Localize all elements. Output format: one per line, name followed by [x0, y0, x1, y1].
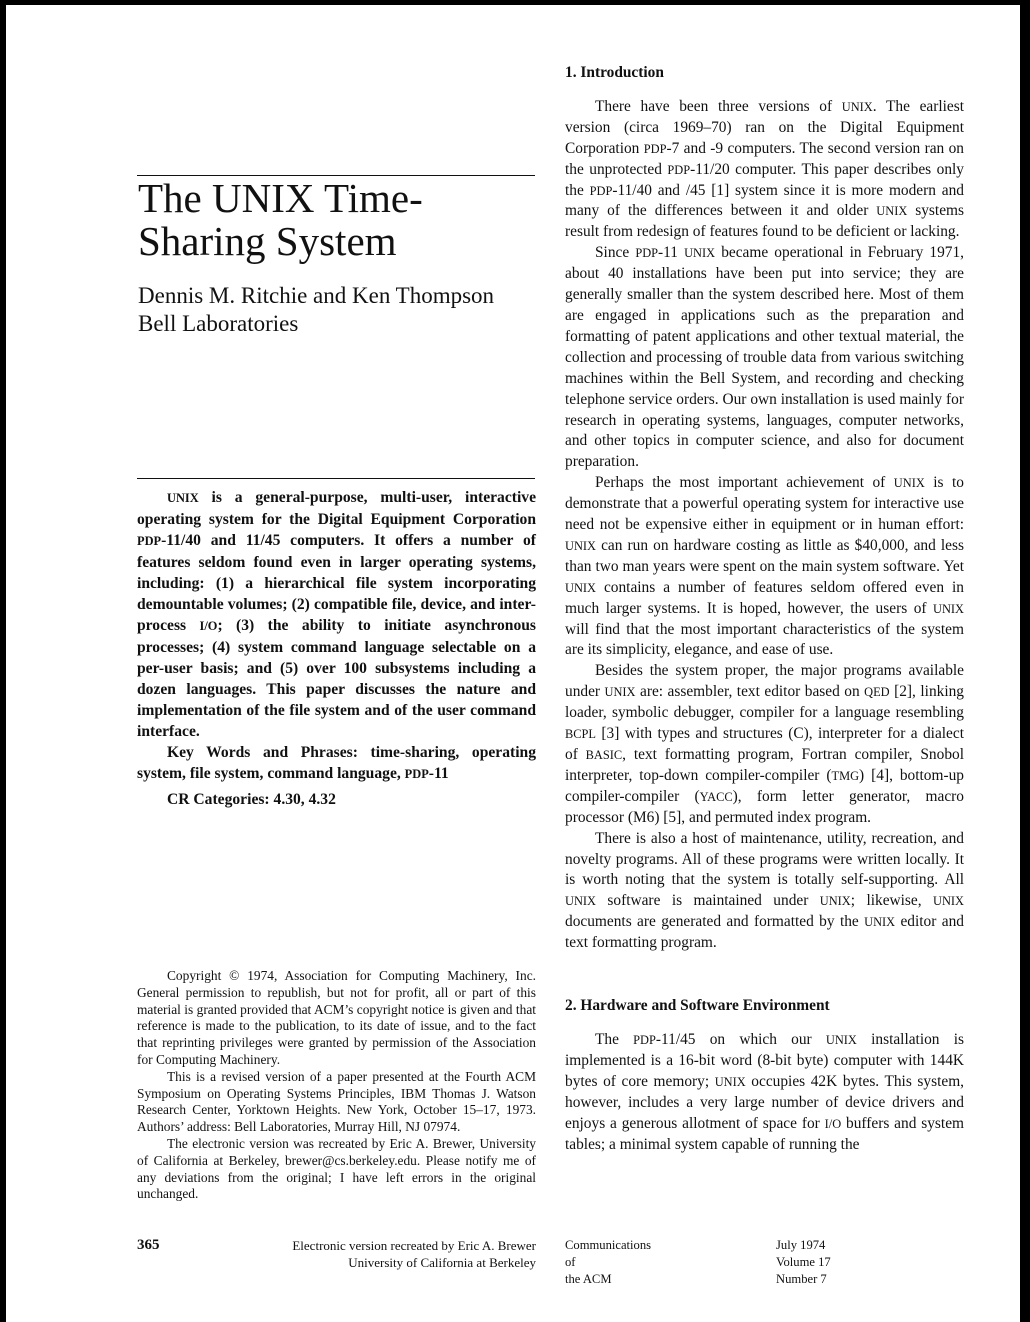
copyright-note: Copyright © 1974, Association for Computing Machinery, Inc. General permission to republish, but not for profit, all or part of this material is granted provided that ACM’s copyright notice is given and that reference is made to the publication, to its date of issue, and to the fact that reprinting privileges were granted by permission of the Association for Computing Machinery.	[137, 968, 536, 1067]
right-column	[565, 63, 964, 1155]
footer-issue	[776, 1237, 831, 1288]
issue-number: Number 7	[776, 1272, 827, 1286]
footer-journal	[565, 1237, 651, 1288]
electronic-version-note: The electronic version was recreated by Eric A. Brewer, University of California at Berkeley, brewer@cs.berkeley.edu. Please notify me of any deviations from the original; I have left errors in the original unchanged.	[137, 1135, 536, 1202]
footer-credit	[276, 1237, 536, 1271]
byline	[138, 282, 538, 338]
section-2-heading: 2. Hardware and Software Environment	[565, 997, 830, 1015]
section-1-heading: 1. Introduction	[565, 64, 664, 81]
paragraph: There have been three versions of UNIX. The earliest version (circa 1969–70) ran on the Digital Equipment Corporation PDP-7 and -9 computers. The second version ran on the unprotected PDP-11/20 computer. This paper describes only the PDP-11/40 and /45 [1] system since it is more modern and many of the differences between it and older UNIX systems result from redesign of features found to be deficient or lacking.	[565, 97, 964, 241]
abstract-rule	[137, 478, 535, 479]
journal-line: Communications	[565, 1238, 652, 1252]
authors: Dennis M. Ritchie and Ken Thompson	[138, 283, 495, 308]
footnotes	[137, 968, 536, 1203]
revision-note: This is a revised version of a paper presented at the Fourth ACM Symposium on Operating Systems Principles, IBM Thomas J. Watson Research Center, Yorktown Heights. New York, October 15–17, 1973. Authors’ address: Bell Laboratories, Murray Hill, NJ 07974.	[137, 1068, 536, 1135]
issue-date: July 1974	[776, 1238, 826, 1252]
paper-title: The UNIX Time-Sharing System	[138, 175, 423, 264]
keywords: Key Words and Phrases: time-sharing, operating system, file system, command language, PDP-11	[137, 744, 536, 782]
footer-credit-line: University of California at Berkeley	[348, 1255, 536, 1270]
paper-page	[6, 5, 1020, 1322]
paragraph: Since PDP-11 UNIX became operational in February 1971, about 40 installations have been put into service; they are generally smaller than the system described here. Most of them are engaged in applications such as the preparation and formatting of patent applications and other textual material, the collection and processing of trouble data from various switching machines within the Bell System, and recording and checking telephone service orders. Our own installation is used mainly for research in operating systems, languages, computer networks, and other topics in computer science, and also for document preparation.	[565, 244, 965, 471]
paragraph: Besides the system proper, the major programs available under UNIX are: assembler, text editor based on QED [2], linking loader, symbolic debugger, compiler for a language resembling BCPL [3] with types and structures (C), interpreter for a dialect of BASIC, text formatting program, Fortran compiler, Snobol interpreter, top-down compiler-compiler (TMG) [4], bottom-up compiler-compiler (YACC), form letter generator, macro processor (M6) [5], and permuted index program.	[565, 662, 964, 826]
cr-categories: CR Categories: 4.30, 4.32	[167, 791, 336, 808]
footer-credit-line: Electronic version recreated by Eric A. Brewer	[292, 1238, 536, 1253]
page-number: 365	[137, 1237, 160, 1253]
journal-line: the ACM	[565, 1272, 612, 1286]
abstract	[137, 487, 536, 785]
affiliation: Bell Laboratories	[138, 311, 299, 336]
paragraph: The PDP-11/45 on which our UNIX installation is implemented is a 16-bit word (8-bit byte) computer with 144K bytes of core memory; UNIX occupies 42K bytes. This system, however, includes a very large number of device drivers and enjoys a generous allotment of space for I/O buffers and system tables; a minimal system capable of running the	[565, 1030, 965, 1153]
paragraph: Perhaps the most important achievement of UNIX is to demonstrate that a powerful operating system for interactive use need not be expensive either in equipment or in human effort: UNIX can run on hardware costing as little as $40,000, and less than two man years were spent on the main system software. Yet UNIX contains a number of features seldom offered even in much larger systems. It is hoped, however, the users of UNIX will find that the most important characteristics of the system are its simplicity, elegance, and ease of use.	[565, 474, 964, 659]
issue-volume: Volume 17	[776, 1255, 831, 1269]
abstract-text: UNIX is a general-purpose, multi-user, interactive operating system for the Digital Equipment Corporation PDP-11/40 and 11/45 computers. It offers a number of features seldom found even in larger operating systems, including: (1) a hierarchical file system incorporating demountable volumes; (2) compatible file, device, and inter-process I/O; (3) the ability to initiate asynchronous processes; (4) system command language selectable on a per-user basis; and (5) over 100 subsystems including a dozen languages. This paper discusses the nature and implementation of the file system and of the user command interface.	[137, 489, 536, 740]
paragraph: There is also a host of maintenance, utility, recreation, and novelty programs. All of these programs were written locally. It is worth noting that the system is totally self-supporting. All UNIX software is maintained under UNIX; likewise, UNIX documents are generated and formatted by the UNIX editor and text formatting program.	[565, 829, 964, 952]
journal-line: of	[565, 1255, 576, 1269]
